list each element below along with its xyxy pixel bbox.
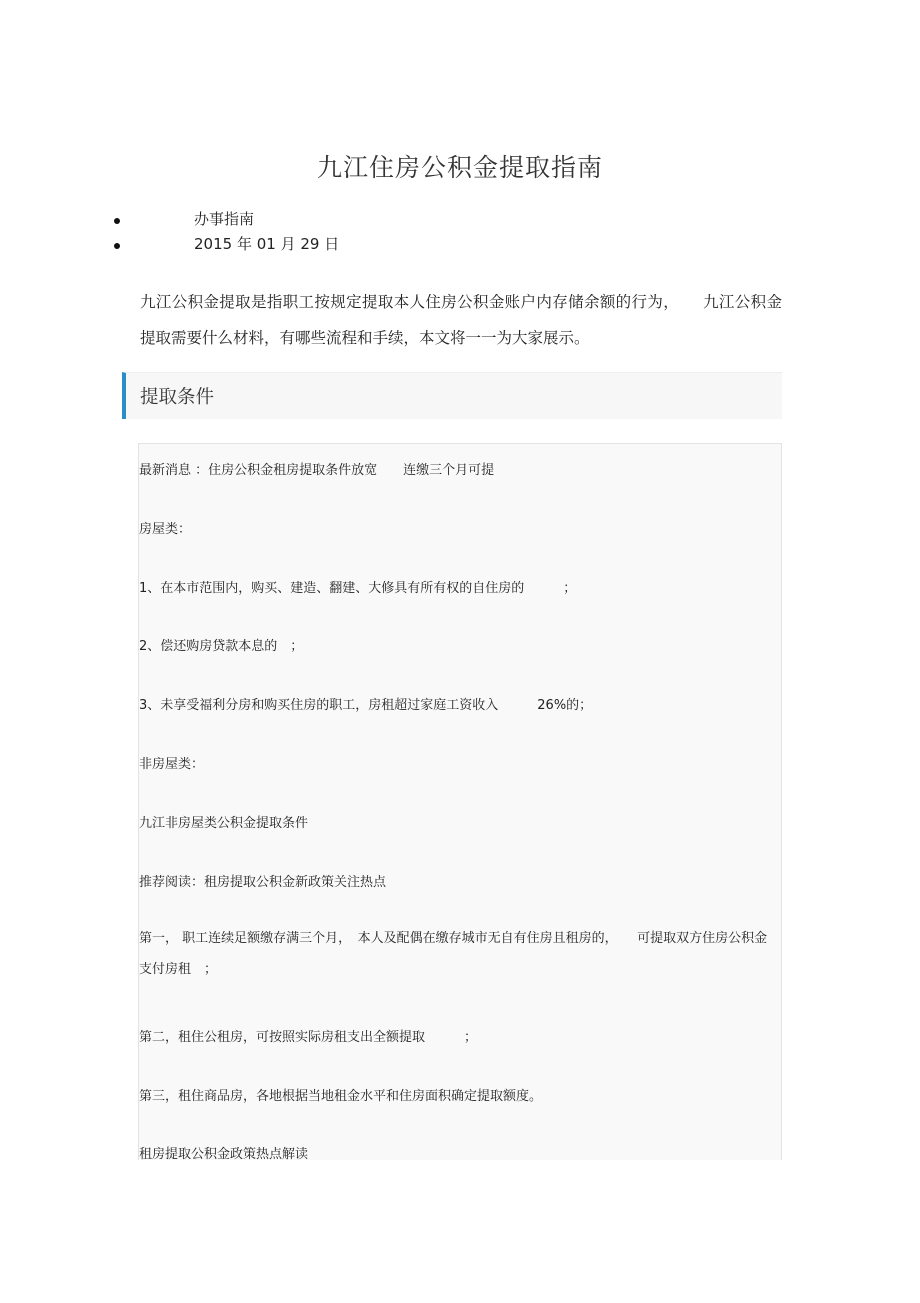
document-title: 九江住房公积金提取指南 [316,153,603,182]
list-item: 2、偿还购房贷款本息的 ； [139,639,304,654]
subheading: 九江非房屋类公积金提取条件 [139,816,309,831]
content-panel [138,443,782,1160]
category-heading: 非房屋类： [139,757,205,772]
intro-paragraph: 九江公积金提取是指职工按规定提取本人住房公积金账户内存储余额的行为， 九江公积金提取需要什么材料，有哪些流程和手续，本文将一一为大家展示。 [140,293,782,347]
bullet-icon [114,218,120,224]
list-item: 1、在本市范围内，购买、建造、翻建、大修具有所有权的自住房的 ； [139,581,577,596]
bullet-icon [114,243,120,249]
list-item: 3、未享受福利分房和购买住房的职工，房租超过家庭工资收入 26%的； [139,698,593,713]
recommended-link: 推荐阅读：租房提取公积金新政策关注热点 [139,875,387,890]
list-item: 第一， 职工连续足额缴存满三个月， 本人及配偶在缴存城市无自有住房且租房的， 可提取双方住房公积金支付房租 ； [139,931,768,977]
category-heading: 房屋类： [139,522,192,537]
section-header [122,372,782,419]
list-item: 第二，租住公租房，可按照实际房租支出全额提取 ； [139,1030,478,1045]
category-label: 办事指南 [194,210,255,228]
publish-date: 2015 年 01 月 29 日 [194,235,340,253]
news-line: 最新消息 ：住房公积金租房提取条件放宽 连缴三个月可提 [139,463,495,478]
section-title: 提取条件 [140,387,215,408]
list-item: 第三，租住商品房，各地根据当地租金水平和住房面积确定提取额度。 [139,1089,543,1104]
subheading: 租房提取公积金政策热点解读 [139,1147,309,1160]
